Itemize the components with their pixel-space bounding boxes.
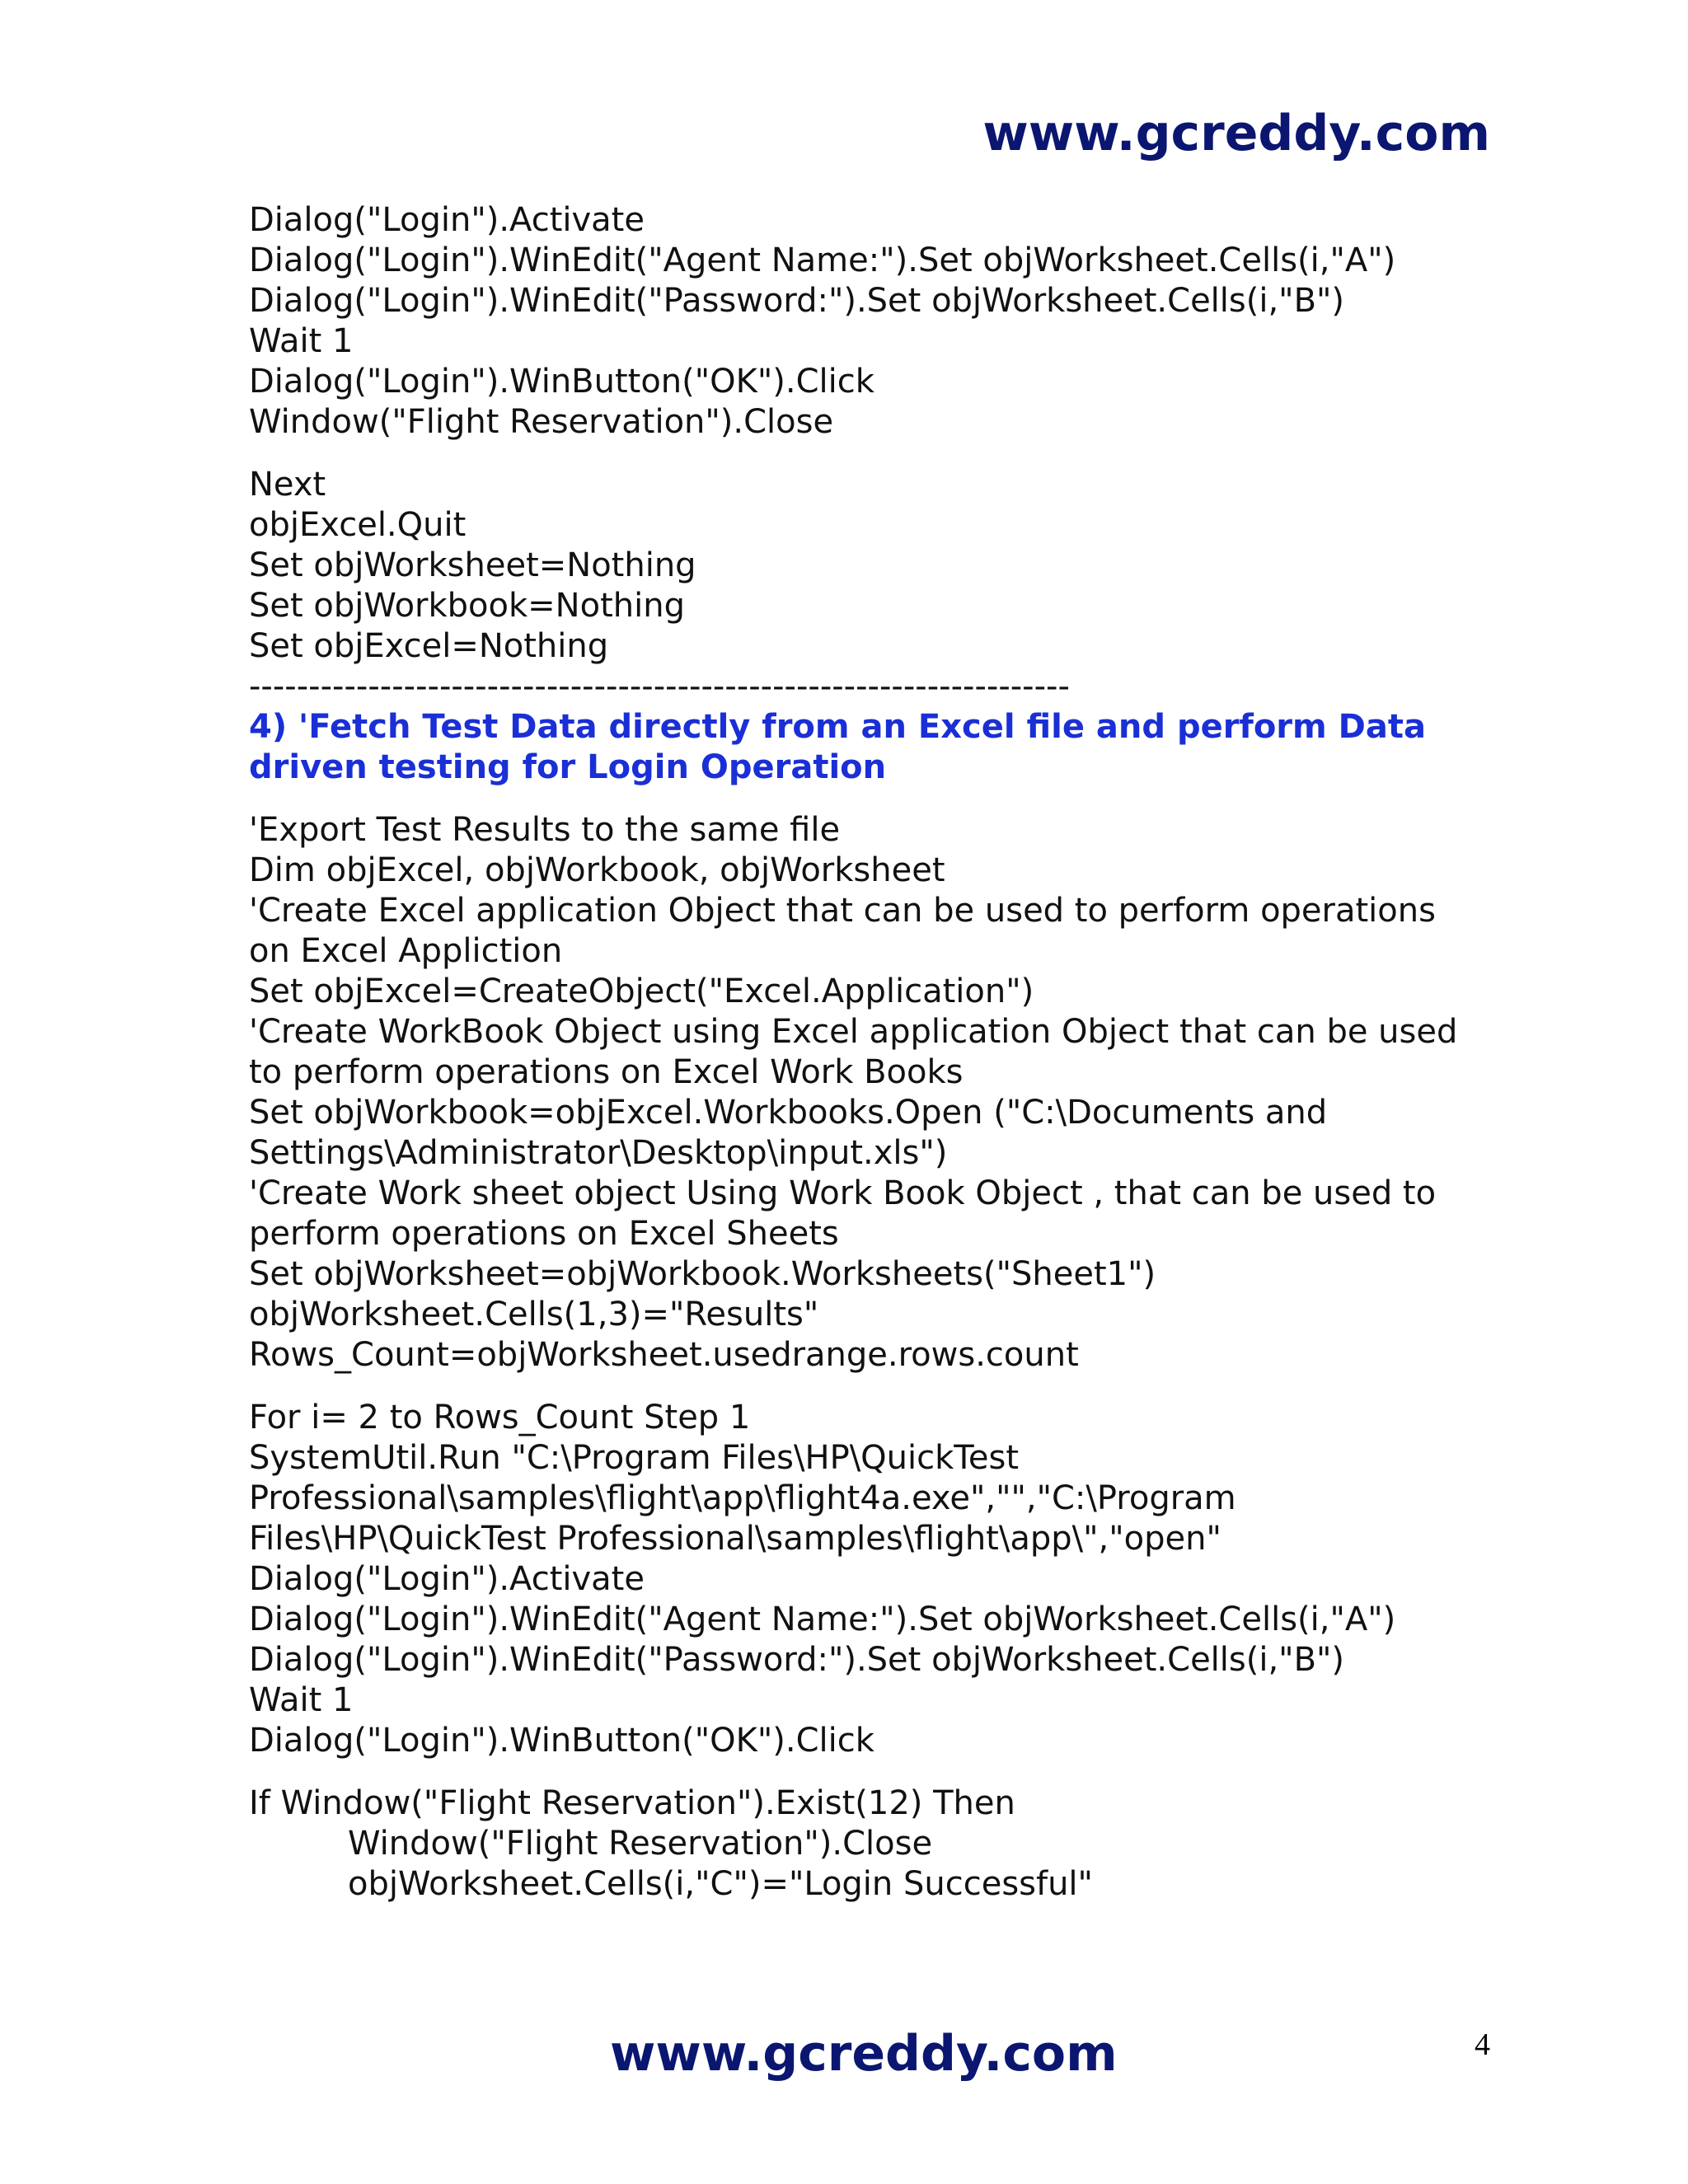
code-line: If Window("Flight Reservation").Exist(12) Then	[249, 1784, 1015, 1822]
blank-line	[249, 1376, 1485, 1398]
footer-site-url: www.gcreddy.com	[610, 2025, 1118, 2083]
code-line: 'Create Excel application Object that can be used to perform operations	[249, 892, 1436, 930]
page-number: 4	[1475, 2027, 1490, 2062]
code-line: Dim objExcel, objWorkbook, objWorksheet	[249, 851, 945, 889]
code-line: Set objWorksheet=Nothing	[249, 546, 696, 584]
blank-line	[249, 788, 1485, 810]
code-line: perform operations on Excel Sheets	[249, 1215, 839, 1253]
section-divider: ---------------------------------------------------------------------	[249, 668, 1070, 705]
code-line: Set objExcel=CreateObject("Excel.Application")	[249, 972, 1034, 1010]
code-line: Rows_Count=objWorksheet.usedrange.rows.count	[249, 1336, 1079, 1374]
code-line: Window("Flight Reservation").Close	[249, 403, 834, 441]
code-line: Wait 1	[249, 1681, 354, 1719]
code-content	[249, 200, 1485, 1905]
code-line: Dialog("Login").WinEdit("Password:").Set objWorksheet.Cells(i,"B")	[249, 282, 1345, 320]
code-line-indented: objWorksheet.Cells(i,"C")="Login Successful"	[348, 1865, 1093, 1903]
code-line: Dialog("Login").Activate	[249, 201, 645, 239]
code-line: Set objWorksheet=objWorkbook.Worksheets("Sheet1")	[249, 1255, 1156, 1293]
code-line: Dialog("Login").Activate	[249, 1560, 645, 1598]
code-line: Dialog("Login").WinEdit("Password:").Set objWorksheet.Cells(i,"B")	[249, 1641, 1345, 1679]
code-line: Files\HP\QuickTest Professional\samples\flight\app\","open"	[249, 1520, 1221, 1558]
code-line: 'Create WorkBook Object using Excel application Object that can be used	[249, 1013, 1458, 1051]
code-line: Dialog("Login").WinEdit("Agent Name:").Set objWorksheet.Cells(i,"A")	[249, 241, 1396, 279]
code-line: SystemUtil.Run "C:\Program Files\HP\QuickTest	[249, 1439, 1020, 1477]
code-line: on Excel Appliction	[249, 932, 563, 970]
code-line-indented: Window("Flight Reservation").Close	[348, 1825, 933, 1863]
blank-line	[249, 1761, 1485, 1783]
code-line: Professional\samples\flight\app\flight4a.exe","","C:\Program	[249, 1479, 1236, 1517]
code-line: For i= 2 to Rows_Count Step 1	[249, 1399, 751, 1436]
code-line: objExcel.Quit	[249, 506, 467, 544]
section-heading-line2: driven testing for Login Operation	[249, 748, 887, 786]
code-line: Dialog("Login").WinButton("OK").Click	[249, 363, 874, 401]
blank-line	[249, 443, 1485, 465]
code-line: Dialog("Login").WinEdit("Agent Name:").Set objWorksheet.Cells(i,"A")	[249, 1601, 1396, 1638]
header-site-url: www.gcreddy.com	[982, 105, 1490, 162]
code-line: Dialog("Login").WinButton("OK").Click	[249, 1722, 874, 1760]
code-line: Wait 1	[249, 322, 354, 360]
code-line: Set objWorkbook=objExcel.Workbooks.Open ("C:\Documents and	[249, 1094, 1328, 1132]
code-line: 'Export Test Results to the same file	[249, 811, 841, 849]
code-line: Set objExcel=Nothing	[249, 627, 609, 665]
code-line: Next	[249, 466, 326, 504]
code-line: Settings\Administrator\Desktop\input.xls")	[249, 1134, 948, 1172]
code-line: Set objWorkbook=Nothing	[249, 587, 685, 625]
section-heading-line1: 4) 'Fetch Test Data directly from an Excel file and perform Data	[249, 708, 1426, 746]
code-line: to perform operations on Excel Work Books	[249, 1053, 964, 1091]
code-line: 'Create Work sheet object Using Work Book Object , that can be used to	[249, 1174, 1437, 1212]
code-line: objWorksheet.Cells(1,3)="Results"	[249, 1296, 819, 1333]
